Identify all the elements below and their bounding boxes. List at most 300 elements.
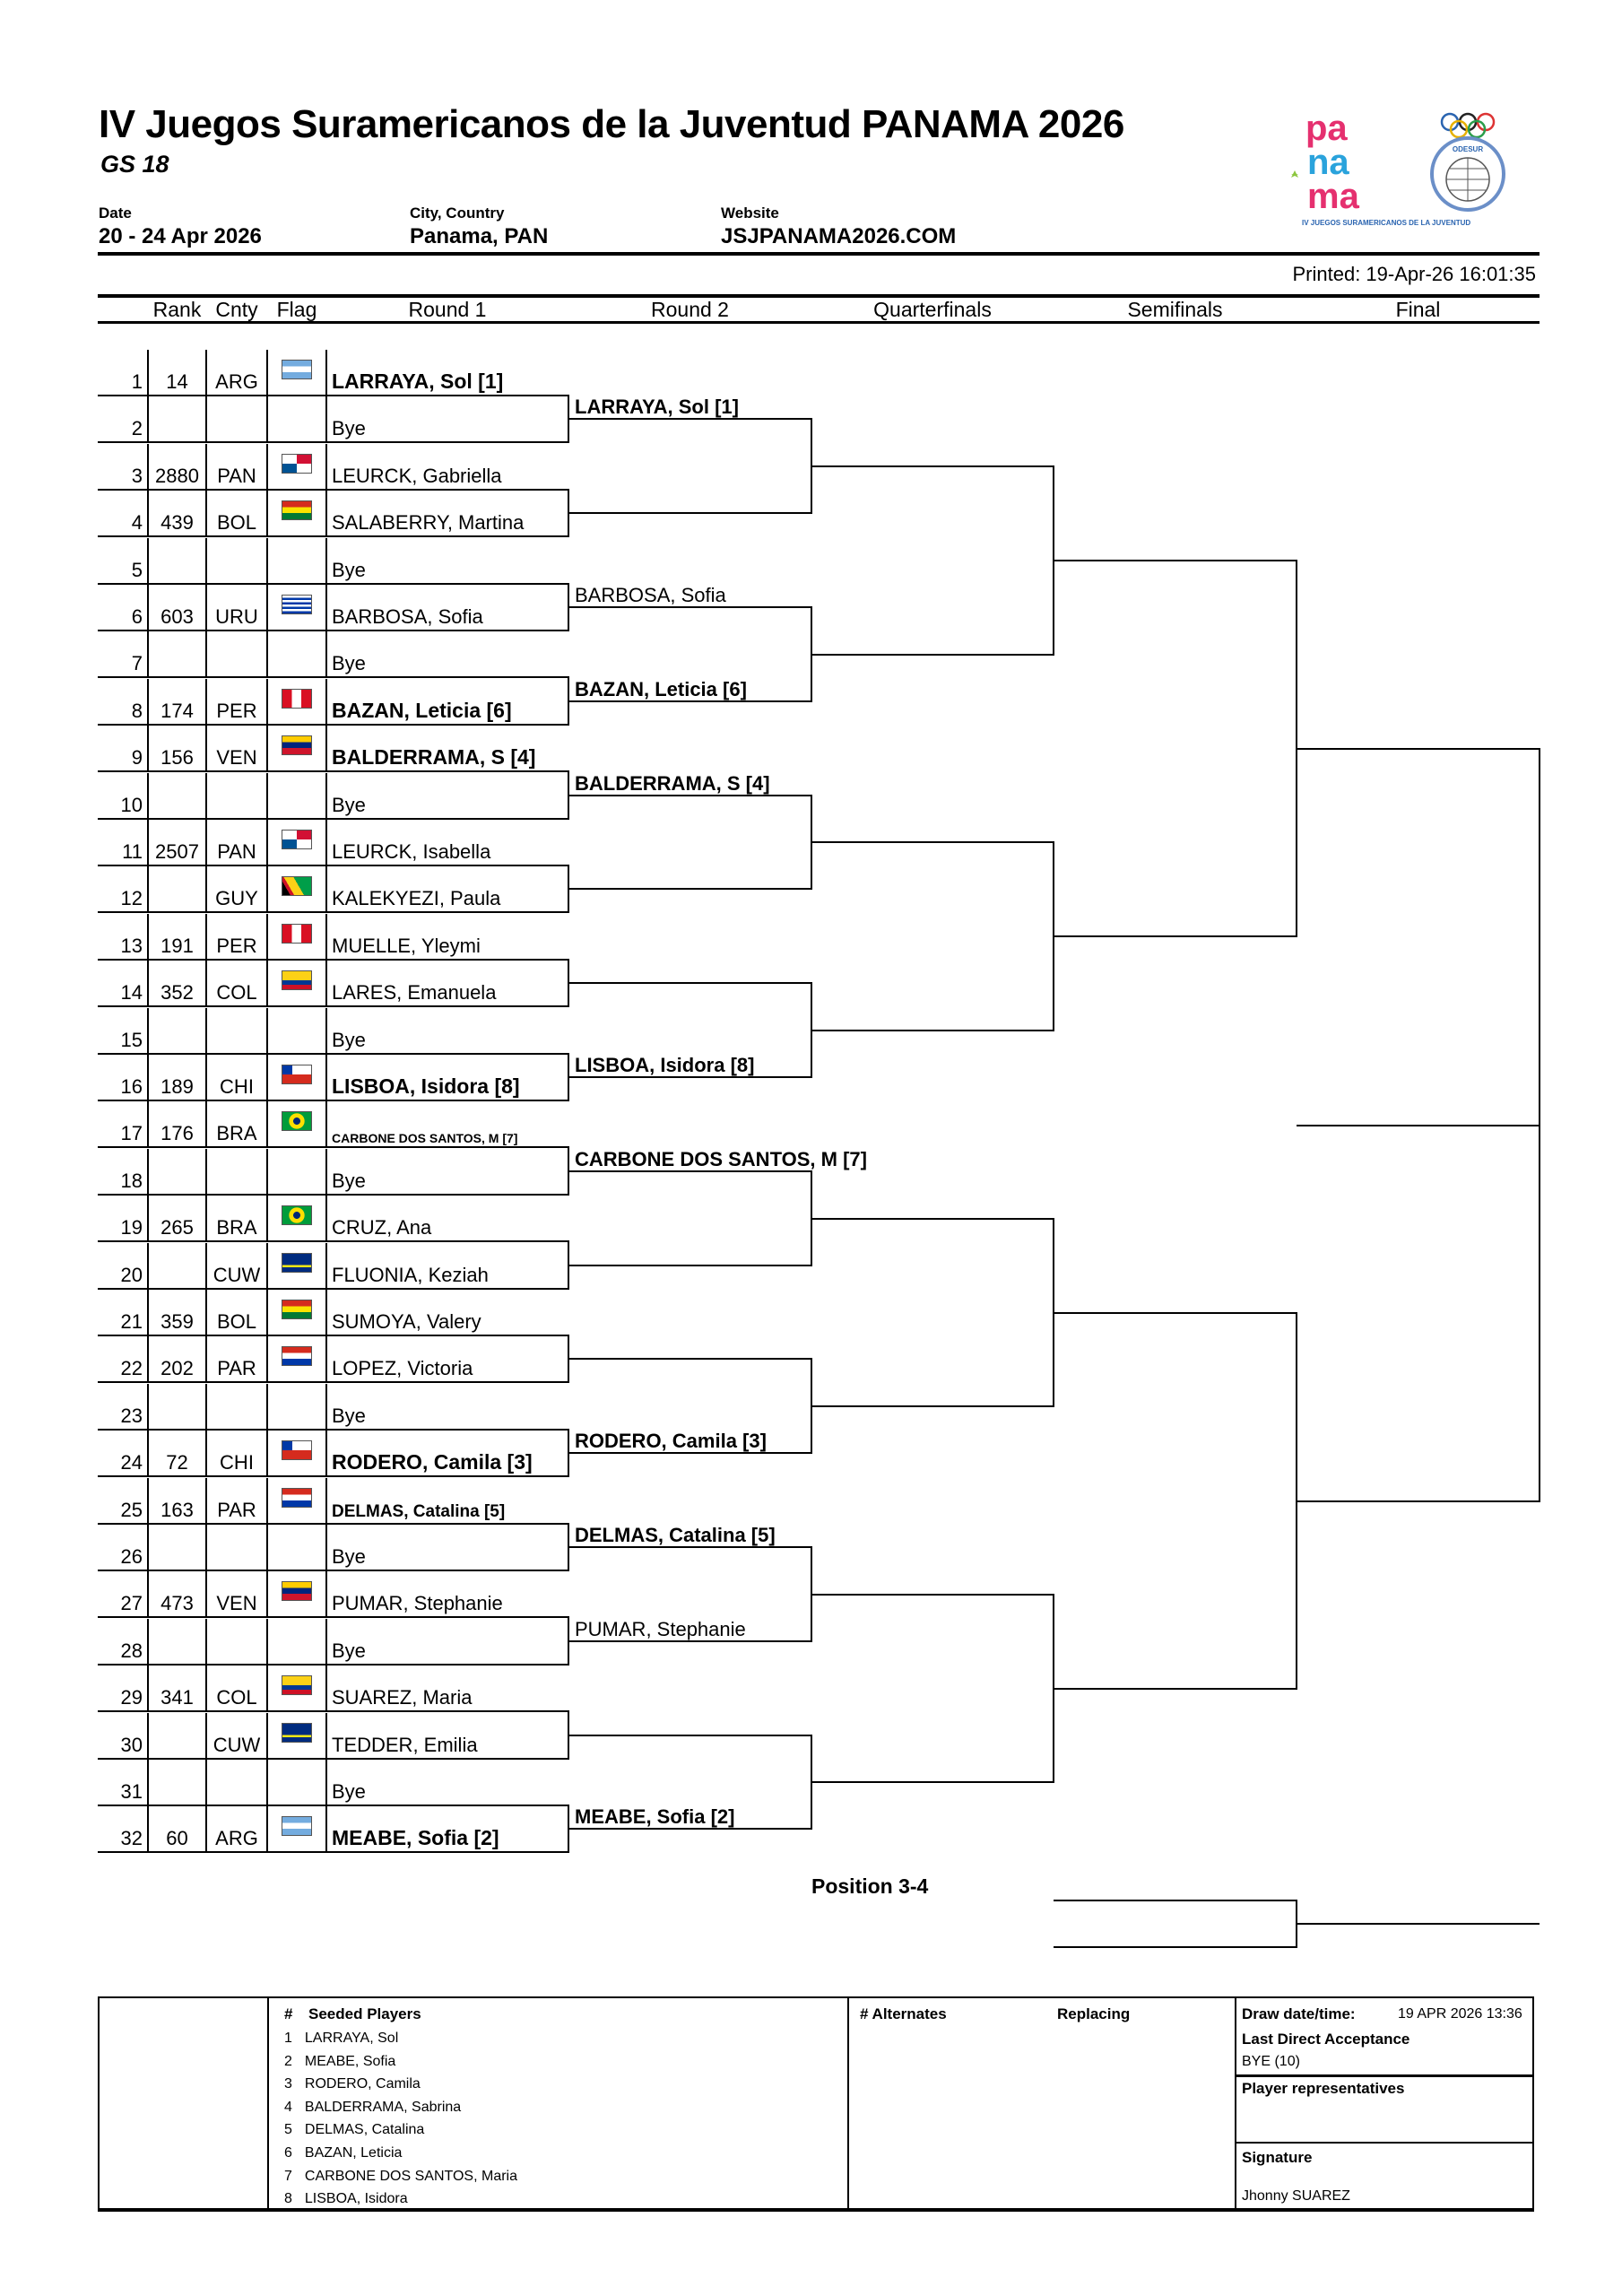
- flag-chi-icon: [282, 1065, 312, 1084]
- flag-bra-icon: [282, 1205, 312, 1225]
- bracket-line: [568, 1170, 811, 1172]
- bracket-line: [325, 1336, 327, 1383]
- bracket-line: [325, 914, 327, 961]
- col-header-round2: Round 2: [651, 298, 729, 321]
- round2-player: BAZAN, Leticia [6]: [575, 678, 747, 700]
- round1-player: Bye: [332, 1639, 366, 1662]
- player-country: URU: [215, 605, 258, 628]
- draw-position: 26: [120, 1545, 143, 1568]
- bracket-line: [205, 350, 207, 396]
- bracket-line: [266, 1055, 268, 1101]
- draw-datetime-value: 19 APR 2026 13:36: [1398, 2006, 1522, 2022]
- flag-cuw-icon: [282, 1253, 312, 1273]
- bracket-line: [98, 1429, 568, 1431]
- bracket-line: [325, 1665, 327, 1712]
- bracket-line: [1297, 1125, 1540, 1126]
- bracket-line: [1297, 1923, 1540, 1925]
- player-country: PAN: [217, 465, 256, 487]
- draw-category: GS 18: [100, 151, 169, 178]
- bracket-line: [266, 726, 268, 772]
- panama-2026-logo: [1288, 106, 1395, 213]
- bracket-line: [568, 1358, 811, 1360]
- seed-number: 8: [284, 2191, 292, 2207]
- player-country: [206, 406, 267, 440]
- draw-position: 5: [131, 559, 143, 581]
- seed-number: 2: [284, 2053, 292, 2069]
- bracket-line: [205, 1431, 207, 1477]
- bracket-line: [147, 1760, 149, 1806]
- draw-position: 8: [131, 700, 143, 722]
- bracket-line: [147, 491, 149, 537]
- bracket-line: [325, 820, 327, 866]
- round2-player: PUMAR, Stephanie: [575, 1618, 746, 1640]
- round2-player: LISBOA, Isidora [8]: [575, 1054, 755, 1076]
- website-label: Website: [721, 204, 779, 222]
- draw-position: 28: [120, 1639, 143, 1662]
- signature-label: Signature: [1242, 2149, 1313, 2166]
- bracket-line: [325, 1055, 327, 1101]
- flag-ven-icon: [282, 735, 312, 755]
- bracket-line: [98, 818, 568, 820]
- bracket-line: [325, 585, 327, 631]
- flag-par-icon: [282, 1346, 312, 1366]
- footer-panel: [98, 1996, 1534, 2212]
- bracket-line: [325, 866, 327, 913]
- player-rank: [148, 548, 206, 582]
- draw-position: 30: [120, 1734, 143, 1756]
- bracket-line: [147, 1290, 149, 1336]
- player-rank: 60: [166, 1827, 188, 1849]
- round1-player: BALDERRAMA, S [4]: [332, 745, 536, 769]
- seed-number: 6: [284, 2144, 292, 2161]
- bracket-line: [1054, 1900, 1297, 1901]
- player-country: BOL: [216, 511, 257, 534]
- draw-datetime-label: Draw date/time:: [1242, 2005, 1356, 2022]
- col-header-final: Final: [1395, 298, 1441, 321]
- bracket-line: [98, 1146, 568, 1148]
- player-rank: 2880: [155, 465, 199, 487]
- bracket-line: [205, 396, 207, 443]
- bracket-line: [205, 1806, 207, 1853]
- bracket-line: [205, 1760, 207, 1806]
- flag-bra-icon: [282, 1111, 312, 1131]
- player-rank: 341: [160, 1686, 194, 1709]
- svg-text:pa: pa: [1305, 109, 1348, 148]
- bracket-line: [266, 1525, 268, 1571]
- bracket-line: [266, 1713, 268, 1760]
- round1-player: SUMOYA, Valery: [332, 1310, 481, 1333]
- bracket-line: [98, 489, 568, 491]
- bracket-line: [568, 888, 811, 890]
- bracket-line: [205, 726, 207, 772]
- player-rank: 603: [160, 605, 194, 628]
- bracket-line: [325, 1431, 327, 1477]
- bracket-line: [1054, 1312, 1297, 1314]
- bracket-line: [205, 1243, 207, 1290]
- bracket-line: [811, 1405, 1054, 1407]
- player-rank: [148, 1723, 206, 1757]
- bracket-line: [98, 583, 568, 585]
- bracket-line: [266, 585, 268, 631]
- bracket-line: [98, 1288, 568, 1290]
- round1-player: Bye: [332, 1545, 366, 1568]
- player-rank: [148, 1629, 206, 1663]
- flag-arg-icon: [282, 1816, 312, 1836]
- bracket-line: [1054, 1946, 1297, 1948]
- col-header-rank: Rank: [152, 298, 202, 321]
- round1-player: LOPEZ, Victoria: [332, 1357, 473, 1379]
- bracket-line: [98, 1758, 568, 1760]
- bracket-line: [147, 1619, 149, 1665]
- player-country: GUY: [215, 887, 258, 909]
- round2-player: LARRAYA, Sol [1]: [575, 396, 739, 418]
- player-rank: [148, 1253, 206, 1287]
- bracket-line: [325, 631, 327, 678]
- city-value: Panama, PAN: [410, 224, 549, 248]
- player-rank: 265: [160, 1216, 194, 1239]
- player-country: [206, 783, 267, 817]
- bracket-line: [147, 1196, 149, 1242]
- bracket-line: [811, 841, 1054, 843]
- bracket-line: [147, 1571, 149, 1618]
- round1-player: Bye: [332, 652, 366, 674]
- bracket-line: [568, 1452, 811, 1454]
- lda-value: BYE (10): [1242, 2054, 1300, 2069]
- player-rank: 156: [160, 746, 194, 769]
- flag-pan-icon: [282, 454, 312, 474]
- bracket-line: [98, 395, 568, 396]
- player-country: PER: [216, 700, 257, 722]
- seed-name: DELMAS, Catalina: [304, 2122, 425, 2138]
- player-rank: [148, 1394, 206, 1428]
- bracket-line: [205, 1101, 207, 1148]
- replacing-title: Replacing: [1057, 2005, 1131, 2022]
- bracket-line: [568, 1546, 811, 1548]
- bracket-line: [205, 1525, 207, 1571]
- bracket-line: [98, 676, 568, 678]
- flag-per-icon: [282, 689, 312, 709]
- draw-position: 9: [131, 746, 143, 769]
- bracket-line: [147, 961, 149, 1007]
- flag-arg-icon: [282, 360, 312, 379]
- seed-name: CARBONE DOS SANTOS, Maria: [304, 2168, 517, 2184]
- player-country: [206, 1394, 267, 1428]
- bracket-line: [147, 585, 149, 631]
- seeded-player-row: [284, 2031, 517, 2054]
- bracket-line: [147, 866, 149, 913]
- draw-position: 27: [120, 1592, 143, 1614]
- player-country: [206, 1159, 267, 1193]
- seed-name: RODERO, Camila: [304, 2076, 421, 2092]
- round1-player: TEDDER, Emilia: [332, 1734, 478, 1756]
- draw-position: 29: [120, 1686, 143, 1709]
- bracket-line: [147, 1384, 149, 1431]
- website-value: JSJPANAMA2026.COM: [721, 224, 957, 248]
- seeded-player-row: [284, 2122, 517, 2145]
- svg-text:na: na: [1307, 143, 1349, 182]
- svg-text:ma: ma: [1307, 177, 1359, 213]
- bracket-line: [147, 444, 149, 491]
- bracket-line: [147, 1713, 149, 1760]
- bracket-line: [98, 1616, 568, 1618]
- bracket-line: [205, 1149, 207, 1196]
- bracket-line: [568, 1828, 811, 1830]
- bracket-line: [98, 630, 568, 631]
- date-label: Date: [99, 204, 132, 222]
- bracket-line: [325, 961, 327, 1007]
- bracket-line: [147, 726, 149, 772]
- bracket-line: [266, 1196, 268, 1242]
- player-country: CUW: [213, 1734, 261, 1756]
- bracket-line: [147, 350, 149, 396]
- bracket-line: [205, 773, 207, 820]
- bracket-line: [266, 396, 268, 443]
- round1-player: MEABE, Sofia [2]: [332, 1826, 499, 1849]
- draw-position: 22: [120, 1357, 143, 1379]
- round1-player: SALABERRY, Martina: [332, 511, 525, 534]
- bracket-line: [266, 1101, 268, 1148]
- player-country: VEN: [216, 1592, 257, 1614]
- round1-player: Bye: [332, 1029, 366, 1051]
- draw-position: 10: [120, 794, 143, 816]
- round1-player: Bye: [332, 1405, 366, 1427]
- bracket-line: [98, 724, 568, 726]
- seed-number: 5: [284, 2122, 292, 2138]
- bracket-line: [1054, 1688, 1297, 1690]
- printed-timestamp: Printed: 19-Apr-26 16:01:35: [1292, 263, 1536, 285]
- bracket-line: [147, 396, 149, 443]
- bracket-line: [147, 631, 149, 678]
- player-rank: [148, 1535, 206, 1569]
- bracket-line: [98, 1053, 568, 1055]
- seed-name: BAZAN, Leticia: [304, 2144, 403, 2161]
- bracket-line: [811, 1218, 1054, 1220]
- bracket-line: [147, 1665, 149, 1712]
- seeded-player-row: [284, 2169, 517, 2192]
- bracket-line: [98, 770, 568, 772]
- player-rank: [148, 876, 206, 910]
- bracket-line: [205, 1384, 207, 1431]
- bracket-line: [568, 982, 811, 984]
- bracket-line: [98, 1805, 568, 1806]
- round1-player: RODERO, Camila [3]: [332, 1450, 533, 1474]
- bracket-line: [266, 1619, 268, 1665]
- page-title: IV Juegos Suramericanos de la Juventud PANAMA 2026: [99, 102, 1124, 146]
- draw-position: 15: [120, 1029, 143, 1051]
- bracket-line: [325, 726, 327, 772]
- bracket-line: [325, 1290, 327, 1336]
- round1-player: MUELLE, Yleymi: [332, 935, 481, 957]
- bracket-line: [266, 866, 268, 913]
- round2-player: DELMAS, Catalina [5]: [575, 1524, 776, 1546]
- seed-number: 1: [284, 2031, 292, 2046]
- player-rank: 359: [160, 1310, 194, 1333]
- bracket-line: [147, 1243, 149, 1290]
- player-rank: 439: [160, 511, 194, 534]
- bracket-line: [147, 538, 149, 585]
- player-rank: 473: [160, 1592, 194, 1614]
- round2-player: RODERO, Camila [3]: [575, 1430, 767, 1452]
- bracket-line: [1297, 1500, 1540, 1502]
- seeded-hash: #: [284, 2005, 293, 2022]
- bracket-line: [98, 1851, 568, 1853]
- bracket-line: [325, 538, 327, 585]
- seeded-player-row: [284, 2100, 517, 2123]
- bracket-line: [266, 1760, 268, 1806]
- bracket-line: [205, 1008, 207, 1055]
- bracket-line: [205, 866, 207, 913]
- col-header-country: Cnty: [215, 298, 258, 321]
- city-label: City, Country: [410, 204, 505, 222]
- bracket-line: [325, 1196, 327, 1242]
- player-rank: [148, 641, 206, 675]
- bracket-line: [147, 773, 149, 820]
- draw-position: 21: [120, 1310, 143, 1333]
- bracket-line: [811, 1030, 1054, 1031]
- round2-player: MEABE, Sofia [2]: [575, 1805, 735, 1828]
- seed-number: 3: [284, 2076, 292, 2092]
- player-country: [206, 1535, 267, 1569]
- draw-position: 13: [120, 935, 143, 957]
- player-representatives-label: Player representatives: [1242, 2080, 1405, 2097]
- bracket-line: [98, 1570, 568, 1571]
- flag-par-icon: [282, 1488, 312, 1508]
- bracket-line: [325, 1008, 327, 1055]
- player-rank: 174: [160, 700, 194, 722]
- bracket-line: [147, 1806, 149, 1853]
- bracket-line: [1297, 748, 1540, 750]
- flag-pan-icon: [282, 830, 312, 849]
- player-country: PER: [216, 935, 257, 957]
- seeded-players-list: [284, 2031, 517, 2214]
- bracket-line: [325, 1525, 327, 1571]
- player-country: [206, 548, 267, 582]
- bracket-line: [266, 773, 268, 820]
- draw-position: 1: [131, 370, 143, 393]
- round1-player: PUMAR, Stephanie: [332, 1592, 503, 1614]
- player-country: BOL: [216, 1310, 257, 1333]
- bracket-line: [266, 1665, 268, 1712]
- round2-player: BALDERRAMA, S [4]: [575, 772, 770, 795]
- bracket-line: [325, 1571, 327, 1618]
- bracket-line: [325, 1478, 327, 1525]
- seed-name: LARRAYA, Sol: [304, 2031, 399, 2046]
- player-country: ARG: [215, 1827, 258, 1849]
- bracket-line: [568, 1265, 811, 1266]
- draw-position: 32: [120, 1827, 143, 1849]
- round1-player: Bye: [332, 794, 366, 816]
- bracket-line: [568, 1076, 811, 1078]
- flag-bol-icon: [282, 500, 312, 520]
- bracket-line: [266, 444, 268, 491]
- bracket-line: [147, 1478, 149, 1525]
- bracket-line: [266, 1336, 268, 1383]
- seed-number: 7: [284, 2168, 292, 2184]
- player-rank: 202: [160, 1357, 194, 1379]
- bracket-line: [325, 396, 327, 443]
- draw-position: 3: [131, 465, 143, 487]
- date-value: 20 - 24 Apr 2026: [99, 224, 262, 248]
- flag-chi-icon: [282, 1440, 312, 1460]
- bracket-line: [325, 444, 327, 491]
- draw-position: 16: [120, 1075, 143, 1098]
- bracket-line: [147, 679, 149, 726]
- bracket-line: [205, 679, 207, 726]
- draw-position: 24: [120, 1451, 143, 1474]
- flag-col-icon: [282, 970, 312, 990]
- bracket-line: [205, 1571, 207, 1618]
- round1-player: LEURCK, Gabriella: [332, 465, 502, 487]
- bracket-line: [266, 631, 268, 678]
- seeded-player-row: [284, 2191, 517, 2214]
- draw-position: 17: [120, 1122, 143, 1144]
- player-country: VEN: [216, 746, 257, 769]
- bracket-line: [205, 961, 207, 1007]
- round1-player: BARBOSA, Sofia: [332, 605, 483, 628]
- bracket-line: [325, 1101, 327, 1148]
- draw-position: 6: [131, 605, 143, 628]
- bracket-line: [1054, 560, 1297, 561]
- bracket-line: [98, 535, 568, 537]
- bracket-line: [98, 1523, 568, 1525]
- bracket-line: [147, 1055, 149, 1101]
- seed-name: MEABE, Sofia: [304, 2053, 396, 2069]
- round1-player: LISBOA, Isidora [8]: [332, 1074, 520, 1098]
- bracket-line: [811, 1594, 1054, 1596]
- bracket-line: [266, 1008, 268, 1055]
- flag-col-icon: [282, 1675, 312, 1695]
- bracket-line: [325, 1149, 327, 1196]
- round1-player: LARRAYA, Sol [1]: [332, 370, 504, 393]
- bracket-line: [205, 585, 207, 631]
- bracket-line: [266, 1431, 268, 1477]
- round1-player: LEURCK, Isabella: [332, 840, 491, 863]
- draw-position: 14: [120, 981, 143, 1004]
- flag-uru-icon: [282, 595, 312, 614]
- bracket-line: [266, 350, 268, 396]
- round1-player: KALEKYEZI, Paula: [332, 887, 501, 909]
- bracket-line: [568, 606, 811, 608]
- player-country: PAN: [217, 840, 256, 863]
- bracket-line: [568, 1640, 811, 1642]
- bracket-line: [325, 1243, 327, 1290]
- draw-position: 11: [122, 840, 143, 863]
- seed-number: 4: [284, 2099, 292, 2115]
- player-rank: 14: [166, 370, 188, 393]
- seeded-players-title: Seeded Players: [308, 2005, 421, 2022]
- bracket-line: [147, 1149, 149, 1196]
- bracket-line: [568, 1735, 811, 1736]
- player-country: PAR: [217, 1499, 256, 1521]
- bracket-line: [205, 1665, 207, 1712]
- player-country: [206, 641, 267, 675]
- col-header-quarterfinals: Quarterfinals: [873, 298, 992, 321]
- round1-player: BAZAN, Leticia [6]: [332, 699, 512, 722]
- bracket-line: [205, 820, 207, 866]
- player-country: [206, 1018, 267, 1052]
- bracket-line: [266, 1571, 268, 1618]
- bracket-line: [205, 1713, 207, 1760]
- bracket-line: [325, 1619, 327, 1665]
- seeded-player-row: [284, 2076, 517, 2100]
- bracket-line: [98, 865, 568, 866]
- player-rank: [148, 406, 206, 440]
- round2-player: BARBOSA, Sofia: [575, 584, 726, 606]
- bracket-line: [205, 1055, 207, 1101]
- bracket-line: [205, 914, 207, 961]
- bracket-line: [325, 773, 327, 820]
- player-rank: [148, 1018, 206, 1052]
